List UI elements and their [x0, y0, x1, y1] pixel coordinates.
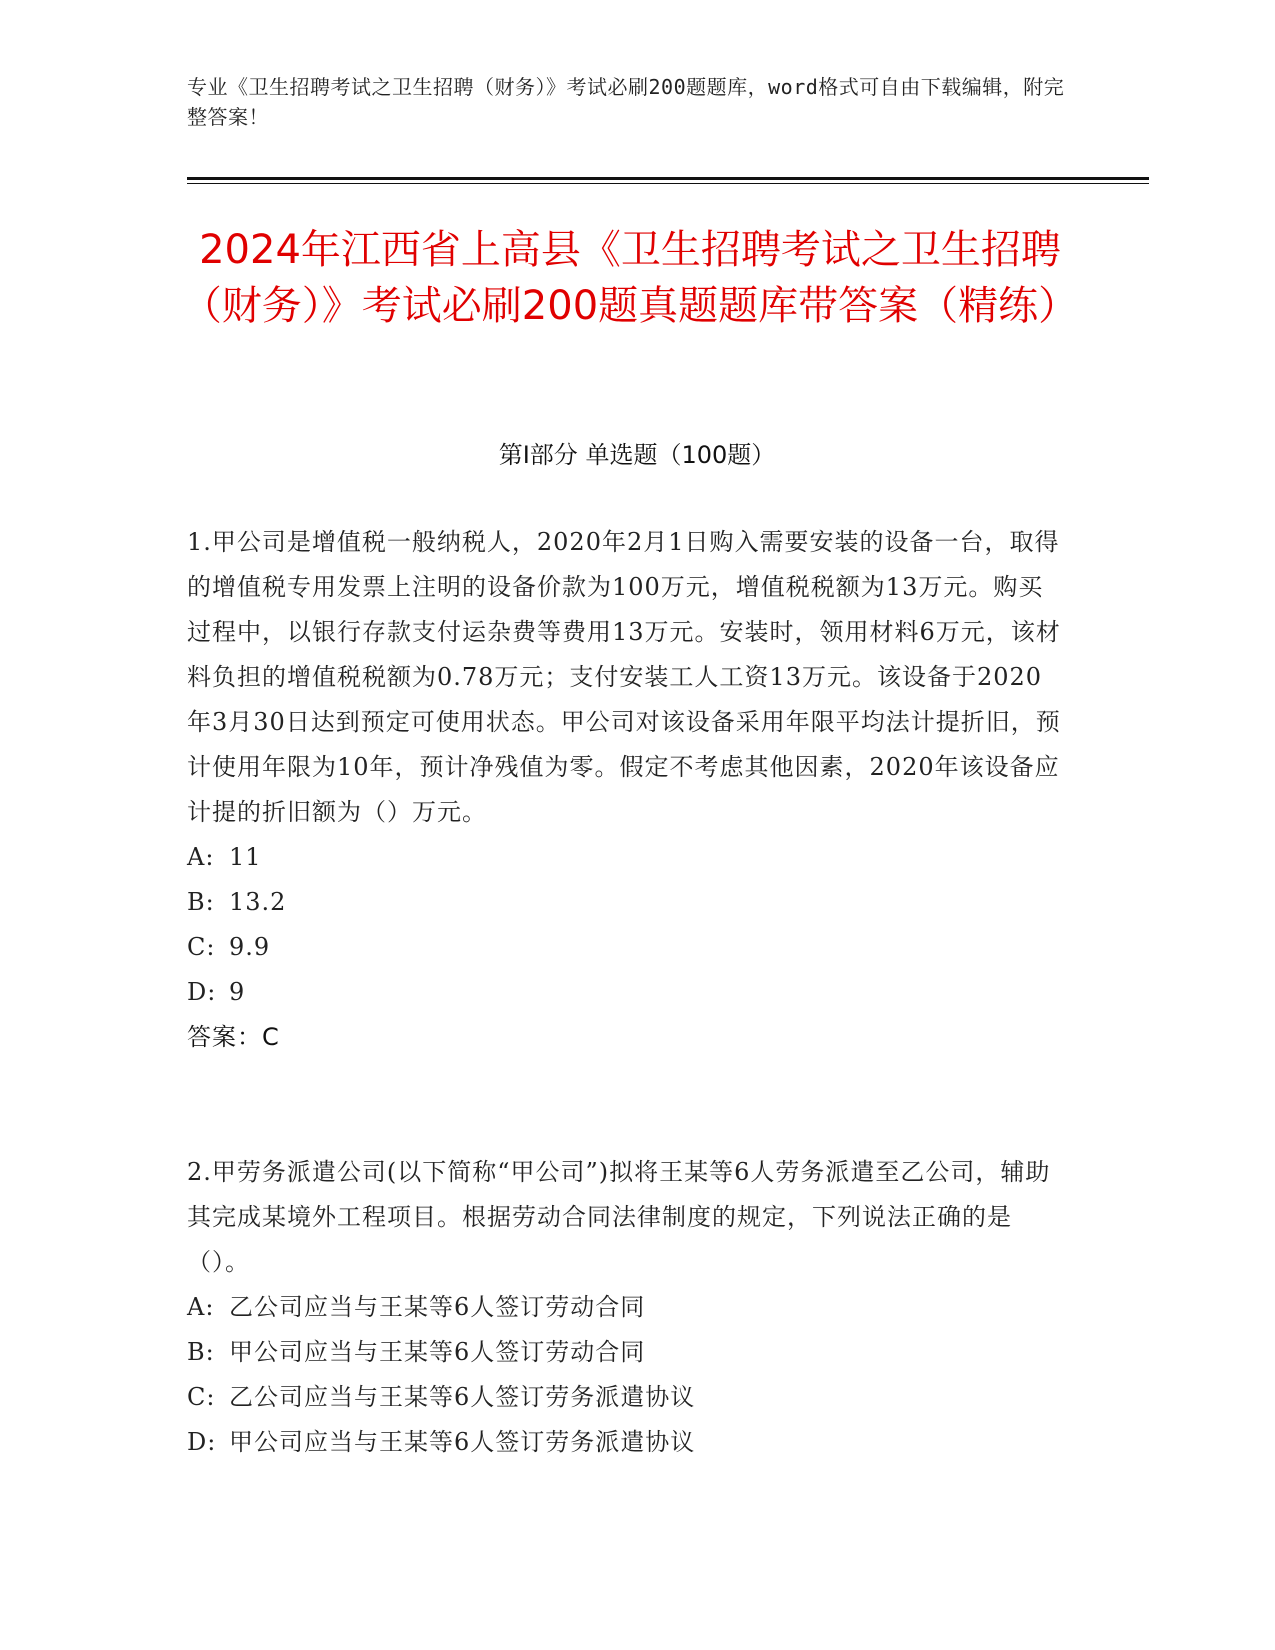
- header-divider-thin: [187, 183, 1149, 184]
- question-2: [187, 1150, 1067, 1465]
- option-a: [187, 1285, 1067, 1330]
- option-a: [187, 835, 1067, 880]
- option-key: A:: [187, 1293, 215, 1321]
- question-stem: 1.甲公司是增值税一般纳税人，2020年2月1日购入需要安装的设备一台，取得的增值税专用发票上注明的设备价款为100万元，增值税税额为13万元。购买过程中，以银行存款支付运杂费等费用13万元。安装时，领用材料6万元，该材料负担的增值税税额为0.78万元；支付安装工人工资13万元。该设备于2020年3月30日达到预定可使用状态。甲公司对该设备采用年限平均法计提折旧，预计使用年限为10年，预计净残值为零。假定不考虑其他因素，2020年该设备应计提的折旧额为（）万元。: [187, 528, 1061, 826]
- answer: 答案：C: [187, 1023, 280, 1051]
- option-text: 9.9: [229, 933, 271, 961]
- option-c: [187, 1375, 1067, 1420]
- option-c: [187, 925, 1067, 970]
- header-note: 专业《卫生招聘考试之卫生招聘（财务）》考试必刷200题题库，word格式可自由下载编辑，附完整答案！: [187, 75, 1065, 129]
- question-stem: 2.甲劳务派遣公司(以下简称“甲公司”)拟将王某等6人劳务派遣至乙公司，辅助其完成某境外工程项目。根据劳动合同法律制度的规定，下列说法正确的是（）。: [187, 1158, 1051, 1276]
- option-b: [187, 880, 1067, 925]
- option-key: A:: [187, 843, 215, 871]
- option-text: 乙公司应当与王某等6人签订劳动合同: [229, 1293, 646, 1321]
- option-d: [187, 970, 1067, 1015]
- document-title: 2024年江西省上高县《卫生招聘考试之卫生招聘（财务）》考试必刷200题真题题库带答案（精练）: [181, 227, 1079, 329]
- header-divider-thick: [187, 177, 1149, 180]
- option-key: D:: [187, 978, 217, 1006]
- option-b: [187, 1330, 1067, 1375]
- option-text: 11: [229, 843, 262, 871]
- option-d: [187, 1420, 1067, 1465]
- option-text: 甲公司应当与王某等6人签订劳务派遣协议: [229, 1428, 696, 1456]
- option-key: C:: [187, 1383, 216, 1411]
- section-title: 第Ⅰ部分 单选题（100题）: [498, 441, 776, 469]
- option-text: 9: [229, 978, 246, 1006]
- option-key: D:: [187, 1428, 217, 1456]
- option-text: 甲公司应当与王某等6人签订劳动合同: [229, 1338, 646, 1366]
- question-1: [187, 520, 1067, 1060]
- option-key: C:: [187, 933, 216, 961]
- option-key: B:: [187, 888, 215, 916]
- option-key: B:: [187, 1338, 215, 1366]
- option-text: 乙公司应当与王某等6人签订劳务派遣协议: [229, 1383, 696, 1411]
- option-text: 13.2: [229, 888, 287, 916]
